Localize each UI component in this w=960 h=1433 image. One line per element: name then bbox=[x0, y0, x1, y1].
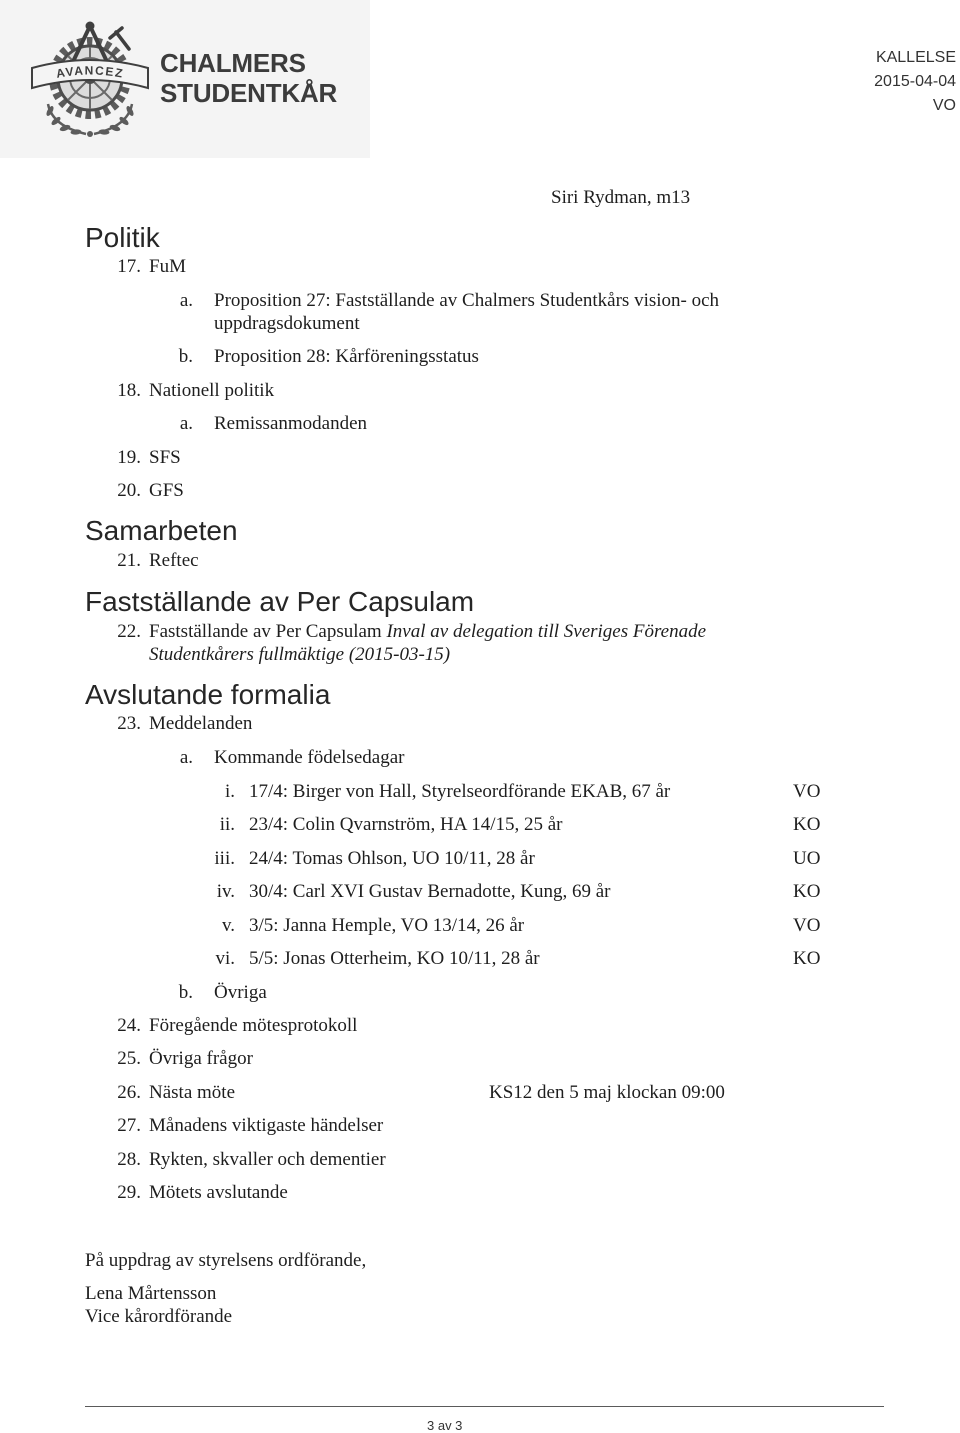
entry-code: KO bbox=[793, 948, 821, 969]
agenda-item-25 bbox=[0, 1047, 960, 1070]
agenda-item-title: Nationell politik bbox=[149, 380, 275, 401]
subitem-marker: a. bbox=[179, 747, 193, 768]
agenda-item-26 bbox=[0, 1081, 960, 1104]
entry-marker: ii. bbox=[219, 814, 235, 835]
chalmers-studentkar-logo bbox=[0, 0, 370, 158]
entry-marker: iv. bbox=[216, 881, 235, 902]
agenda-item-number: 27. bbox=[117, 1115, 141, 1136]
agenda-item-title: Rykten, skvaller och dementier bbox=[149, 1149, 386, 1170]
avancez-seal-icon bbox=[30, 18, 150, 138]
signature-name: Lena Mårtensson bbox=[85, 1283, 217, 1304]
agenda-item-number: 25. bbox=[117, 1048, 141, 1069]
subitem-text: Proposition 28: Kårföreningsstatus bbox=[214, 346, 479, 367]
agenda-item-title: Mötets avslutande bbox=[149, 1182, 288, 1203]
agenda-item-number: 21. bbox=[117, 550, 141, 571]
agenda-subitem-23b bbox=[0, 981, 960, 1004]
agenda-item-number: 29. bbox=[117, 1182, 141, 1203]
subitem-text: Proposition 27: Fastställande av Chalmers Studentkårs vision- och uppdragsdokument bbox=[214, 290, 720, 334]
agenda-item-title: Föregående mötesprotokoll bbox=[149, 1015, 358, 1036]
agenda-item-18 bbox=[0, 379, 960, 402]
agenda-item-number: 28. bbox=[117, 1149, 141, 1170]
signature-role: Vice kårordförande bbox=[85, 1306, 233, 1327]
agenda-item-number: 26. bbox=[117, 1082, 141, 1103]
document-meta bbox=[816, 46, 956, 118]
section-heading-avslutande-formalia: Avslutande formalia bbox=[85, 679, 331, 710]
subitem-marker: a. bbox=[179, 290, 193, 311]
agenda-item-title: Månadens viktigaste händelser bbox=[149, 1115, 384, 1136]
agenda-item-17 bbox=[0, 255, 960, 278]
agenda-item-title: GFS bbox=[149, 480, 184, 501]
agenda-item-title: Reftec bbox=[149, 550, 199, 571]
hammer-shape bbox=[110, 28, 129, 49]
subitem-text: Kommande födelsedagar bbox=[214, 747, 405, 768]
agenda-item-27 bbox=[0, 1114, 960, 1137]
entry-marker: v. bbox=[221, 915, 235, 936]
birthday-entry bbox=[0, 847, 960, 870]
agenda-item-29 bbox=[0, 1181, 960, 1204]
subitem-marker: b. bbox=[178, 346, 193, 367]
birthday-entry bbox=[0, 880, 960, 903]
agenda-item-19 bbox=[0, 446, 960, 469]
agenda-item-title: Fastställande av Per Capsulam bbox=[149, 621, 382, 642]
document-body: VO bbox=[932, 97, 956, 114]
agenda-item-number: 24. bbox=[117, 1015, 141, 1036]
entry-text: 5/5: Jonas Otterheim, KO 10/11, 28 år bbox=[249, 948, 540, 969]
subitem-marker: b. bbox=[178, 982, 193, 1003]
section-heading-per-capsulam: Fastställande av Per Capsulam bbox=[85, 586, 475, 617]
entry-code: VO bbox=[793, 781, 821, 802]
document-type: KALLELSE bbox=[875, 49, 956, 66]
agenda-subitem-17b bbox=[0, 345, 960, 368]
agenda-item-title: FuM bbox=[149, 256, 186, 277]
agenda-item-title-block bbox=[149, 620, 749, 666]
document-date: 2015-04-04 bbox=[874, 73, 956, 90]
entry-text: 23/4: Colin Qvarnström, HA 14/15, 25 år bbox=[249, 814, 563, 835]
section-heading-politik: Politik bbox=[85, 222, 160, 253]
agenda-item-28 bbox=[0, 1148, 960, 1171]
agenda-item-number: 22. bbox=[117, 621, 141, 642]
birthday-entry bbox=[0, 947, 960, 970]
logo-name-line1: CHALMERS bbox=[160, 48, 306, 78]
entry-text: 30/4: Carl XVI Gustav Bernadotte, Kung, 69 år bbox=[249, 881, 611, 902]
agenda-item-title: Meddelanden bbox=[149, 713, 253, 734]
presenter-name: Siri Rydman, m13 bbox=[551, 187, 691, 208]
entry-code: VO bbox=[793, 915, 821, 936]
section-heading-samarbeten: Samarbeten bbox=[85, 515, 238, 546]
agenda-item-title-italic: Inval av delegation till Sveriges Förenade Studentkårers fullmäktige (2015-03-15) bbox=[149, 621, 707, 665]
birthday-entry bbox=[0, 914, 960, 937]
entry-code: UO bbox=[793, 848, 821, 869]
agenda-item-number: 18. bbox=[117, 380, 141, 401]
page-number: 3 av 3 bbox=[427, 1418, 463, 1433]
next-meeting-note: KS12 den 5 maj klockan 09:00 bbox=[489, 1082, 725, 1103]
entry-code: KO bbox=[793, 814, 821, 835]
agenda-item-number: 17. bbox=[117, 256, 141, 277]
agenda-item-number: 19. bbox=[117, 447, 141, 468]
entry-text: 17/4: Birger von Hall, Styrelseordförande EKAB, 67 år bbox=[249, 781, 671, 802]
birthday-entry bbox=[0, 780, 960, 803]
entry-text: 3/5: Janna Hemple, VO 13/14, 26 år bbox=[249, 915, 525, 936]
agenda-item-21 bbox=[0, 549, 960, 572]
agenda-item-23 bbox=[0, 712, 960, 735]
agenda-subitem-23a bbox=[0, 746, 960, 769]
entry-marker: i. bbox=[224, 781, 235, 802]
footer-divider bbox=[85, 1406, 884, 1407]
signature-intro: På uppdrag av styrelsens ordförande, bbox=[85, 1250, 367, 1271]
subitem-marker: a. bbox=[179, 413, 193, 434]
agenda-item-number: 20. bbox=[117, 480, 141, 501]
birthday-entry bbox=[0, 813, 960, 836]
agenda-subitem-17a bbox=[0, 289, 960, 334]
agenda-item-title: Nästa möte bbox=[149, 1082, 236, 1103]
agenda-item-22 bbox=[0, 620, 960, 665]
agenda-item-number: 23. bbox=[117, 713, 141, 734]
agenda-subitem-18a bbox=[0, 412, 960, 435]
agenda-item-24 bbox=[0, 1014, 960, 1037]
agenda-item-20 bbox=[0, 479, 960, 502]
seal-banner-text: AVANCEZ bbox=[54, 63, 126, 81]
logo-name-line2: STUDENTKÅR bbox=[160, 78, 338, 108]
subitem-text: Remissanmodanden bbox=[214, 413, 368, 434]
entry-marker: vi. bbox=[215, 948, 235, 969]
entry-marker: iii. bbox=[214, 848, 235, 869]
agenda-item-title: Övriga frågor bbox=[149, 1048, 253, 1069]
entry-text: 24/4: Tomas Ohlson, UO 10/11, 28 år bbox=[249, 848, 535, 869]
agenda-item-title: SFS bbox=[149, 447, 181, 468]
entry-code: KO bbox=[793, 881, 821, 902]
subitem-text: Övriga bbox=[214, 982, 267, 1003]
